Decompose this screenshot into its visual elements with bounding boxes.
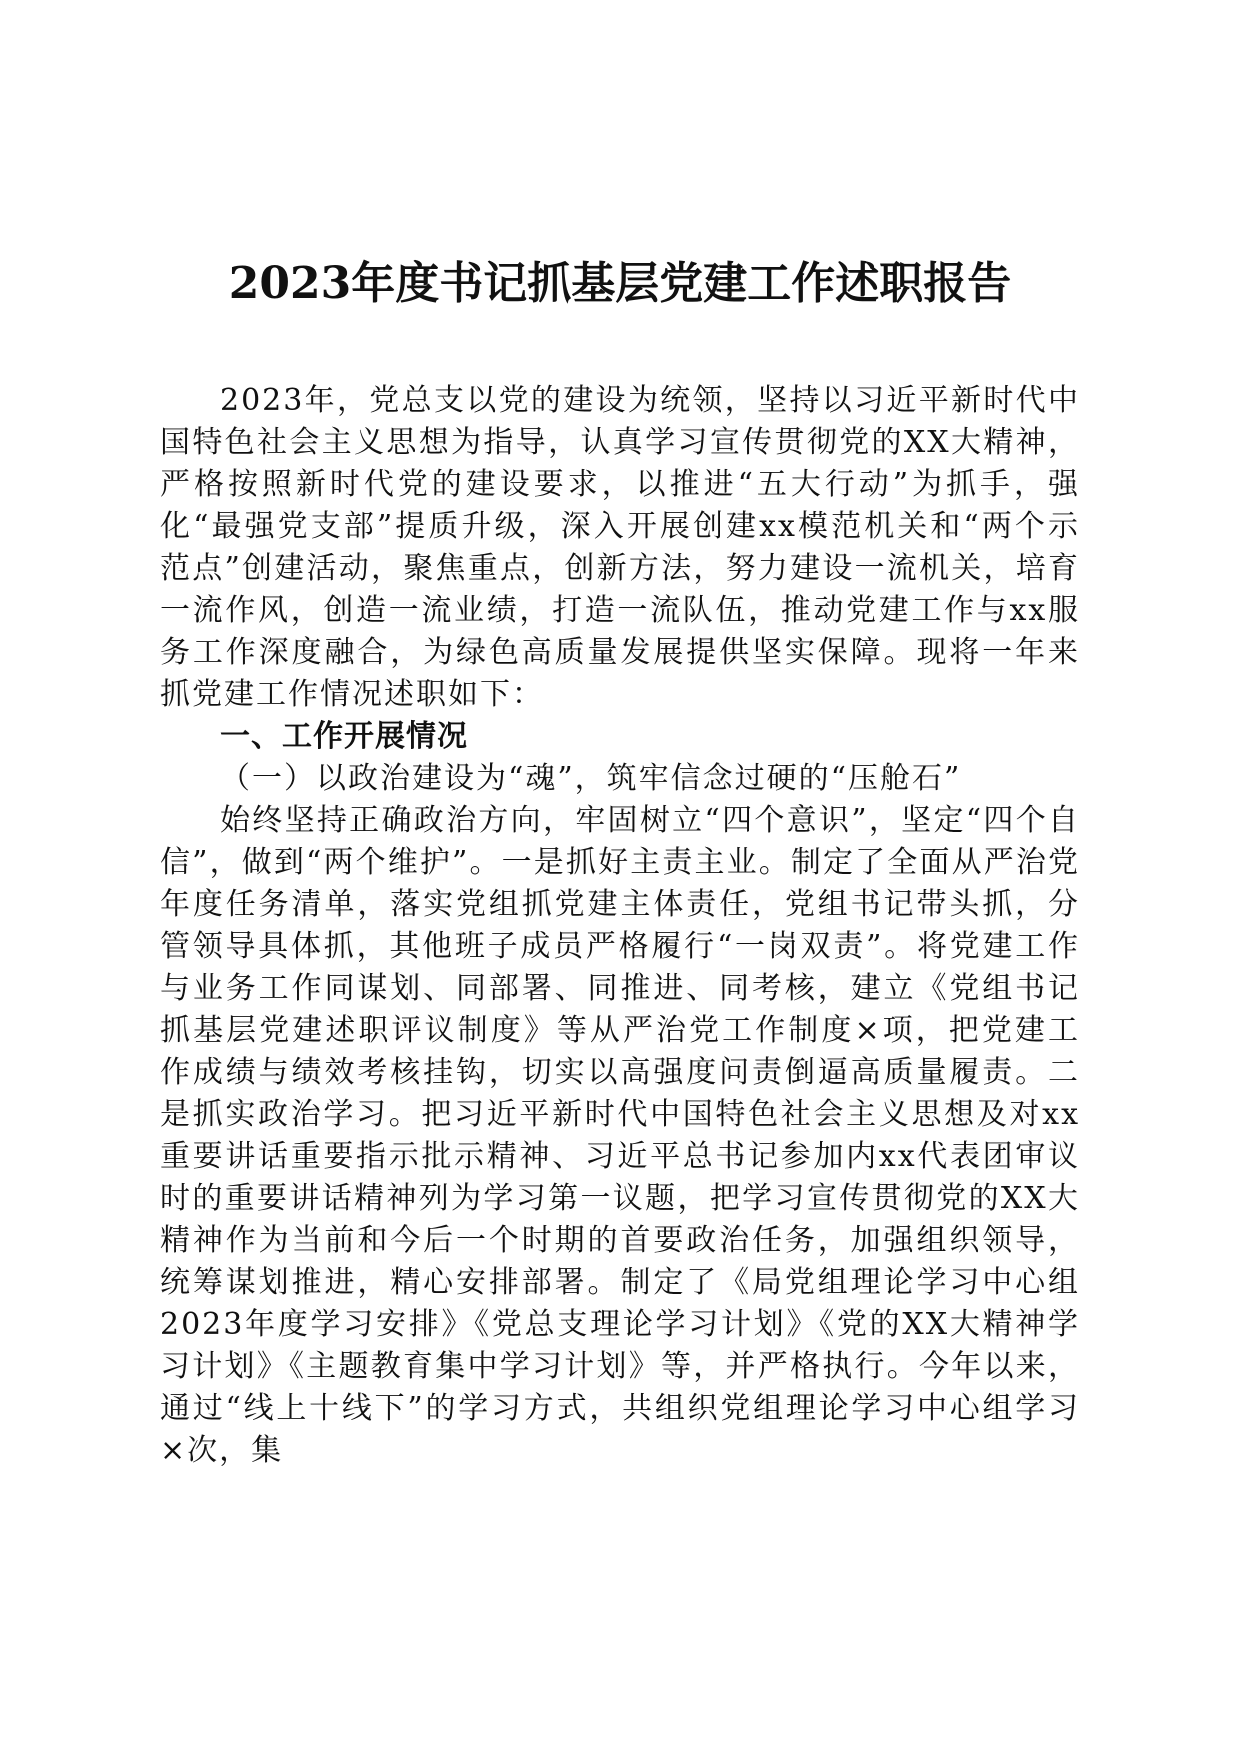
section-heading: 一、工作开展情况: [220, 719, 468, 754]
subsection-heading: （一）以政治建设为“魂”，筑牢信念过硬的“压舱石”: [220, 761, 962, 796]
body-paragraph: 始终坚持正确政治方向，牢固树立“四个意识”，坚定“四个自信”，做到“两个维护”。一是抓好主责主业。制定了全面从严治党年度任务清单，落实党组抓党建主体责任，党组书记带头抓，分管领导具体抓，其他班子成员严格履行“一岗双责”。将党建工作与业务工作同谋划、同部署、同推进、同考核，建立《党组书记抓基层党建述职评议制度》等从严治党工作制度×项，把党建工作成绩与绩效考核挂钩，切实以高强度问责倒逼高质量履责。二是抓实政治学习。把习近平新时代中国特色社会主义思想及对xx重要讲话重要指示批示精神、习近平总书记参加内xx代表团审议时的重要讲话精神列为学习第一议题，把学习宣传贯彻党的XX大精神作为当前和今后一个时期的首要政治任务，加强组织领导，统筹谋划推进，精心安排部署。制定了《局党组理论学习中心组2023年度学习安排》《党总支理论学习计划》《党的XX大精神学习计划》《主题教育集中学习计划》等，并严格执行。今年以来，通过“线上十线下”的学习方式，共组织党组理论学习中心组学习×次，集: [160, 803, 1080, 1468]
document-title: 2023年度书记抓基层党建工作述职报告: [228, 258, 1012, 309]
document-body: [160, 380, 1080, 1472]
intro-paragraph: 2023年，党总支以党的建设为统领，坚持以习近平新时代中国特色社会主义思想为指导，认真学习宣传贯彻党的XX大精神，严格按照新时代党的建设要求，以推进“五大行动”为抓手，强化“最强党支部”提质升级，深入开展创建xx模范机关和“两个示范点”创建活动，聚焦重点，创新方法，努力建设一流机关，培育一流作风，创造一流业绩，打造一流队伍，推动党建工作与xx服务工作深度融合，为绿色高质量发展提供坚实保障。现将一年来抓党建工作情况述职如下：: [160, 383, 1080, 712]
